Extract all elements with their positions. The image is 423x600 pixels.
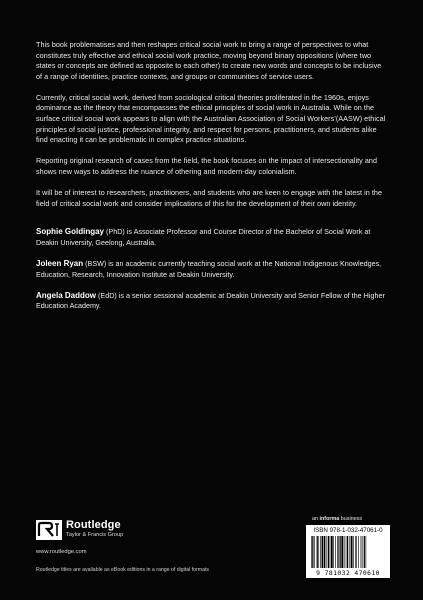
author-bios xyxy=(36,227,388,312)
barcode-bar xyxy=(341,536,343,568)
barcode-bar xyxy=(355,536,356,568)
barcode-bar xyxy=(333,536,334,568)
routledge-logo-icon xyxy=(36,520,62,540)
barcode-bar xyxy=(356,536,357,568)
barcode-bar xyxy=(340,536,341,568)
barcode-bar xyxy=(318,536,319,568)
barcode-bar xyxy=(320,536,321,568)
barcode-bar xyxy=(312,536,313,568)
author-name-3: Angela Daddow xyxy=(36,290,97,300)
barcode-bar xyxy=(346,536,347,568)
barcode-bar xyxy=(314,536,315,568)
author-bio-text-1: (PhD) is Associate Professor and Course Director of the Bachelor of Social Work at Deakin University, Geelong, Australia. xyxy=(36,227,371,247)
author-name-1: Sophie Goldingay xyxy=(36,227,105,237)
author-name-2: Joleen Ryan xyxy=(36,258,84,268)
informa-suffix: business xyxy=(339,516,363,522)
barcode-bar xyxy=(335,536,336,568)
barcode-bar xyxy=(337,536,338,568)
barcode-icon xyxy=(310,536,386,568)
author-bio-2 xyxy=(36,259,388,280)
author-bio-text-3: (EdD) is a senior sessional academic at Deakin University and Senior Fellow of the Higher Education Academy. xyxy=(36,290,385,311)
isbn-label: ISBN 978-1-032-47061-0 xyxy=(313,527,383,534)
author-bio-3 xyxy=(36,291,388,312)
barcode-bar xyxy=(361,536,362,568)
blurb-paragraph-4: It will be of interest to researchers, practitioners, and students who are keen to engage with the latest in the field of critical social work and consider implications of this for the development of their own identity. xyxy=(36,188,382,208)
barcode-bar xyxy=(349,536,350,568)
barcode-bar xyxy=(322,536,324,568)
blurb-paragraph-1: This book problematises and then reshapes critical social work to bring a range of perspectives to what constitutes truly effective and ethical social work practice, moving beyond binary oppositions (where two states or concepts are defined as opposite to each other) to create new words and concepts to be inclusive of a range of identities, practice contexts, and groups or communities of service users. xyxy=(36,40,382,81)
barcode-bar xyxy=(328,536,329,568)
informa-brand: informa xyxy=(319,516,340,522)
isbn-barcode xyxy=(306,525,390,578)
blurb-section xyxy=(36,40,388,322)
barcode-bar xyxy=(331,536,333,568)
barcode-bar xyxy=(317,536,318,568)
barcode-bar xyxy=(347,536,348,568)
publisher-url[interactable]: www.routledge.com xyxy=(36,549,87,555)
barcode-bar xyxy=(330,536,331,568)
barcode-bar xyxy=(364,536,365,568)
barcode-digits: 9 781032 470610 xyxy=(316,569,380,577)
author-bio-1 xyxy=(36,227,388,248)
author-bio-text-2: (BSW) is an academic currently teaching social work at the National Indigenous Knowledges, Education, Research, Innovation Institute at Deakin University. xyxy=(36,258,382,279)
publisher-logo xyxy=(36,518,156,548)
barcode-bar xyxy=(366,536,367,568)
publisher-group: Taylor & Francis Group xyxy=(66,532,124,538)
informa-prefix: an xyxy=(312,516,320,522)
blurb-paragraph-2: Currently, critical social work, derived from sociological critical theories proliferated in the 1960s, enjoys dominance as the theory that encompasses the ethical principles of social work in Australia. While on the surface critical social work appears to align with the Australian Association of Social Workers’(AASW) ethical principles of social justice, professional integrity, and respect for persons, practitioners, and students alike find enacting it can be problematic in complex practice situations. xyxy=(36,92,386,145)
barcode-bar xyxy=(311,536,312,568)
barcode-bar xyxy=(351,536,353,568)
barcode-bar xyxy=(326,536,327,568)
publisher-name: Routledge xyxy=(66,519,121,531)
blurb-paragraph-3: Reporting original research of cases from the field, the book focuses on the impact of intersectionality and shows new ways to address the nuance of othering and modern-day colonialism. xyxy=(36,156,377,176)
ebook-note: Routledge titles are available as eBook editions in a range of digital formats xyxy=(36,567,210,573)
barcode-bar xyxy=(362,536,363,568)
barcode-bar xyxy=(338,536,339,568)
barcode-bar xyxy=(344,536,345,568)
barcode-bar xyxy=(324,536,325,568)
barcode-bar xyxy=(358,536,359,568)
barcode-bar xyxy=(353,536,354,568)
informa-business-tag xyxy=(312,516,362,522)
